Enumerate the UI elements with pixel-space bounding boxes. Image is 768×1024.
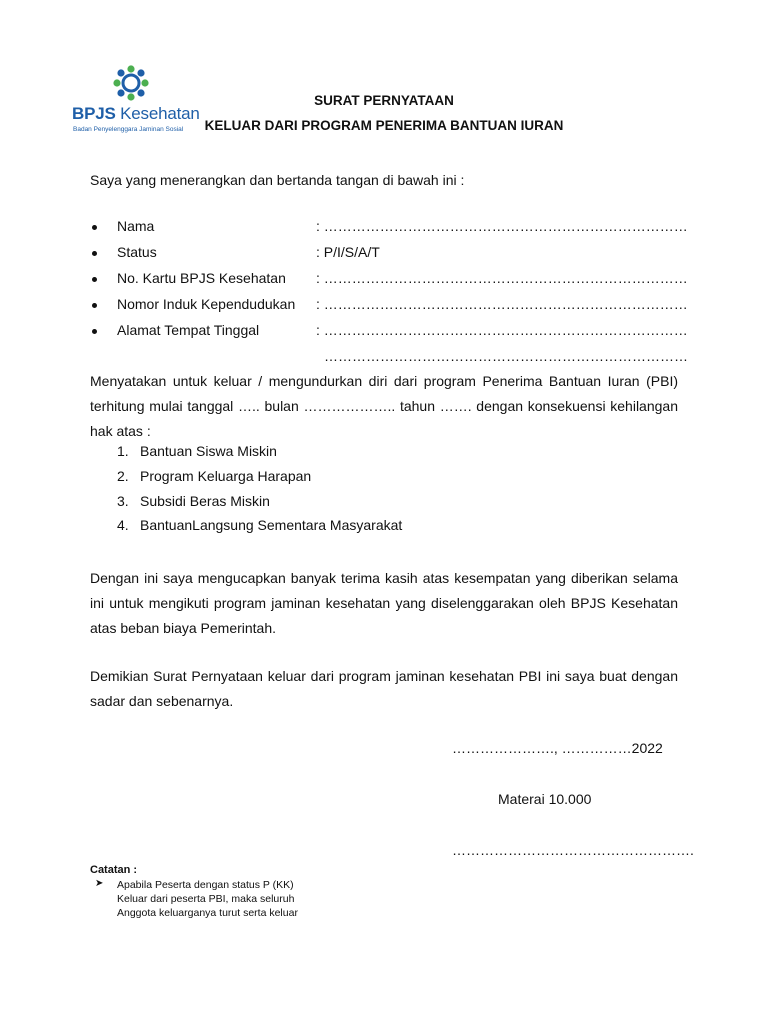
closing-paragraph: Demikian Surat Pernyataan keluar dari program jaminan kesehatan PBI ini saya buat dengan sadar dan sebenarnya. [90, 668, 678, 709]
bullet [92, 303, 97, 308]
field-value: : …………………………………………………………………… [316, 270, 688, 286]
address-continuation: …………………………………………………………………… [324, 348, 688, 364]
logo-name-kesehatan: Kesehatan [120, 104, 200, 123]
field-no-kartu [90, 269, 688, 289]
field-label: Nama [117, 218, 155, 234]
note-line: Anggota keluarganya turut serta keluar [117, 907, 298, 919]
list-number: 1. [117, 443, 129, 459]
field-label: Nomor Induk Kependudukan [117, 296, 296, 312]
list-number: 4. [117, 517, 129, 533]
list-text: Subsidi Beras Miskin [140, 493, 270, 509]
materai-label: Materai 10.000 [498, 791, 592, 807]
logo-subtitle: Badan Penyelenggara Jaminan Sosial [73, 126, 184, 133]
statement-paragraph: Menyatakan untuk keluar / mengundurkan diri dari program Penerima Bantuan Iuran (PBI) terhitung mulai tanggal ….. bulan ……………….. tahun ……. dengan konsekuensi kehilangan hak atas : [90, 373, 678, 439]
list-text: Bantuan Siswa Miskin [140, 443, 277, 459]
bullet [92, 225, 97, 230]
field-label: Alamat Tempat Tinggal [117, 322, 260, 338]
field-alamat [90, 321, 688, 341]
bullet [92, 251, 97, 256]
field-label: No. Kartu BPJS Kesehatan [117, 270, 286, 286]
field-alamat-continuation [90, 347, 688, 367]
field-value: : …………………………………………………………………… [316, 218, 688, 234]
field-status [90, 243, 680, 263]
thanks-paragraph: Dengan ini saya mengucapkan banyak terima kasih atas kesempatan yang diberikan selama ini untuk mengikuti program jaminan kesehatan yang diselenggarakan oleh BPJS Kesehatan atas beban biaya Pemerintah. [90, 570, 678, 636]
note-line: Apabila Peserta dengan status P (KK) [117, 879, 294, 891]
field-label: Status [117, 244, 157, 260]
field-value: : …………………………………………………………………… [316, 296, 688, 312]
document-title: SURAT PERNYATAAN [314, 93, 454, 108]
notes-title: Catatan : [90, 864, 138, 876]
bullet [92, 277, 97, 282]
document-subtitle: KELUAR DARI PROGRAM PENERIMA BANTUAN IURAN [204, 118, 564, 133]
intro-text: Saya yang menerangkan dan bertanda tangan di bawah ini : [90, 172, 465, 188]
list-number: 2. [117, 468, 129, 484]
logo-name-bpjs: BPJS [72, 104, 116, 123]
list-number: 3. [117, 493, 129, 509]
field-nik [90, 295, 688, 315]
place-date-line: …………………., ……………2022 [452, 740, 663, 756]
list-text: BantuanLangsung Sementara Masyarakat [140, 517, 403, 533]
arrow-bullet-icon: ➤ [95, 878, 104, 889]
field-value: : …………………………………………………………………… [316, 322, 688, 338]
list-text: Program Keluarga Harapan [140, 468, 312, 484]
note-line: Keluar dari peserta PBI, maka seluruh [117, 893, 295, 905]
field-nama [90, 217, 688, 237]
field-value: : P/I/S/A/T [316, 244, 380, 260]
bullet [92, 329, 97, 334]
signature-line: ……………………………………………. [452, 842, 694, 858]
